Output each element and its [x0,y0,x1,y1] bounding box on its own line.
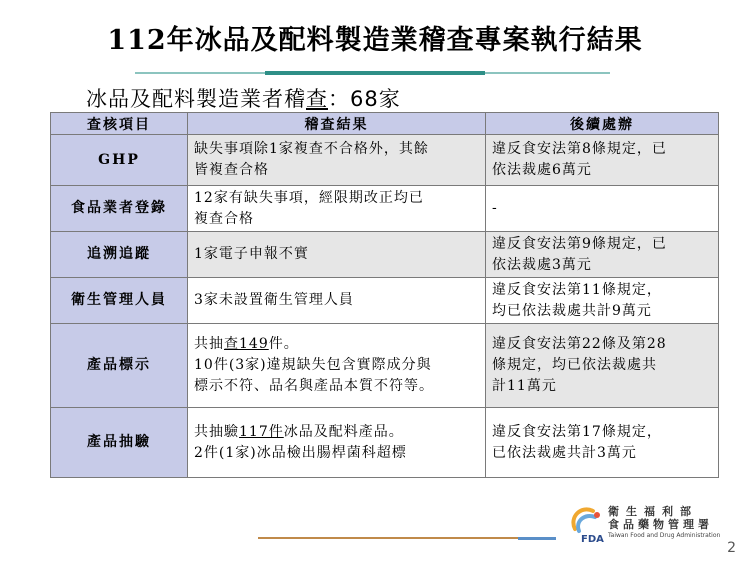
title-underline-center [265,71,485,75]
subtitle [86,83,401,113]
result-line: 2件(1家)冰品檢出腸桿菌科超標 [194,444,407,461]
inspection-results-table [50,112,719,478]
followup-line: 計11萬元 [492,378,557,394]
row-item [51,232,188,278]
result-line: 皆複查合格 [194,162,269,178]
header-item: 查核項目 [51,113,188,135]
followup-line: 違反食安法第17條規定， [492,423,662,440]
followup-line: - [492,200,498,216]
result-line [194,334,479,355]
subtitle-underlined: 查 [306,87,328,111]
row-result [188,324,486,408]
table-row [51,186,719,232]
result-line: 複查合格 [194,210,254,227]
table-row [51,324,719,408]
subtitle-prefix: 冰品及配料製造業者稽 [86,87,306,111]
agency-line3: Taiwan Food and Drug Administration [608,532,721,539]
row-result [188,408,486,478]
result-line [194,422,479,443]
followup-line: 均已依法裁處共計9萬元 [492,302,652,319]
result-line: 缺失事項除1家複查不合格外，其餘 [194,141,429,157]
title-underline-right [485,72,610,74]
followup-line: 違反食安法第22條及第28 [492,336,667,352]
footer-divider [258,537,518,539]
followup-line: 違反食安法第9條規定，已 [492,235,667,252]
result-line: 3家未設置衛生管理人員 [194,292,354,308]
row-followup [486,408,719,478]
row-item-label: GHP [98,151,140,168]
row-result [188,186,486,232]
result-line-underlined: 117件 [239,423,284,440]
followup-line: 依法裁處6萬元 [492,162,592,178]
row-result [188,278,486,324]
row-item-label: 產品抽驗 [87,434,151,450]
result-line: 1家電子申報不實 [194,246,309,262]
agency-line2: 食品藥物管理署 [608,518,713,531]
table-row [51,232,719,278]
fda-logo-icon [567,503,609,543]
row-item-label: 衛生管理人員 [71,292,167,308]
row-followup [486,324,719,408]
footer-accent [518,537,556,540]
row-item [51,186,188,232]
followup-line: 違反食安法第8條規定，已 [492,141,667,157]
followup-line: 條規定，均已依法裁處共 [492,357,657,373]
result-line-prefix: 共抽驗 [194,423,239,440]
page-title: 112年冰品及配料製造業稽查專案執行結果 [107,25,643,56]
followup-line: 違反食安法第11條規定， [492,281,662,298]
agency-name [608,505,720,540]
row-item [51,324,188,408]
table-row [51,278,719,324]
table-row [51,408,719,478]
row-item-label: 產品標示 [87,357,151,373]
row-item [51,135,188,186]
row-followup [486,278,719,324]
subtitle-suffix: ：68家 [328,87,401,111]
row-result [188,135,486,186]
result-line: 標示不符、品名與產品本質不符等。 [194,378,434,394]
result-line: 10件(3家)違規缺失包含實際成分與 [194,357,432,373]
row-followup [486,232,719,278]
agency-line1: 衛生福利部 [608,505,698,518]
row-item [51,278,188,324]
table-header-row [51,113,719,135]
header-followup: 後續處辦 [486,113,719,135]
row-item-label: 食品業者登錄 [71,200,167,216]
header-result: 稽查結果 [188,113,486,135]
result-line-prefix: 共抽 [194,336,224,352]
row-item [51,408,188,478]
followup-line: 依法裁處3萬元 [492,256,592,273]
page-number: 2 [727,540,736,556]
row-item-label: 追溯追蹤 [87,246,151,262]
result-line: 12家有缺失事項，經限期改正均已 [194,189,424,206]
result-line-suffix: 件。 [268,336,299,352]
result-line-underlined: 查149 [224,336,269,352]
table-row [51,135,719,186]
row-followup [486,186,719,232]
row-followup [486,135,719,186]
title-underline-left [135,72,265,74]
row-result [188,232,486,278]
followup-line: 已依法裁處共計3萬元 [492,444,637,461]
logo-mark: FDA [581,534,604,543]
result-line-suffix: 冰品及配料產品。 [283,423,404,440]
